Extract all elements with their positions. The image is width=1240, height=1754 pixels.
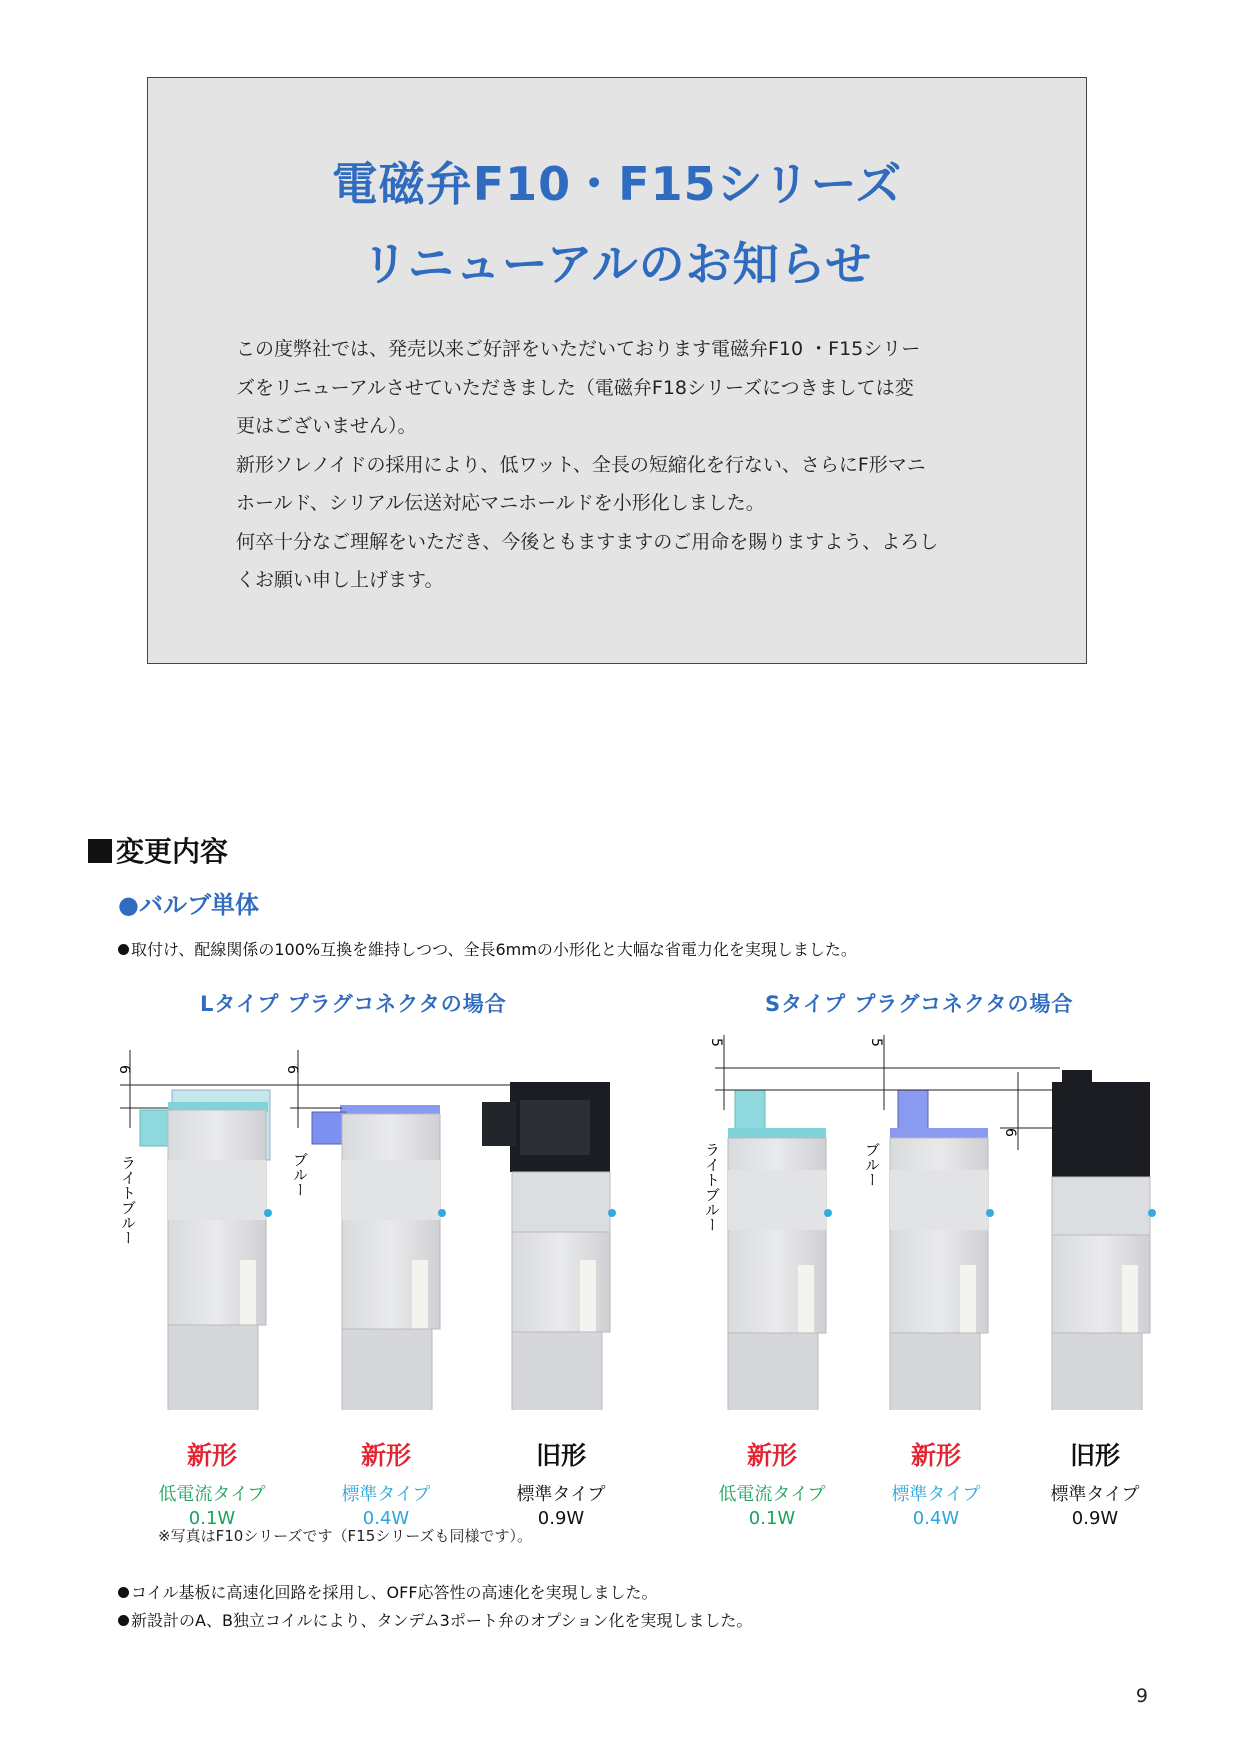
color-label-light-blue: ライトブルー xyxy=(703,1142,721,1232)
body-lower xyxy=(890,1333,980,1410)
bullet-text: 取付け、配線関係の100%互換を維持しつつ、全長6mmの小形化と大幅な省電力化を実現しました。 xyxy=(131,940,857,959)
product-status: 新形 xyxy=(186,1441,237,1470)
product-label xyxy=(1020,1436,1170,1529)
sub-heading: ●バルブ単体 xyxy=(118,891,259,919)
body-lower xyxy=(728,1333,818,1410)
body-upper xyxy=(890,1170,988,1230)
body-upper xyxy=(1052,1177,1150,1235)
s-type-caption: Sタイプ プラグコネクタの場合 xyxy=(765,992,1074,1016)
notice-body-line: くお願い申し上げます。 xyxy=(236,569,444,591)
color-label-light-blue: ライトブルー xyxy=(119,1155,137,1245)
section-heading-text: 変更内容 xyxy=(116,835,229,868)
body-upper xyxy=(728,1170,826,1230)
bullet-item xyxy=(118,1580,658,1603)
indicator-icon xyxy=(1148,1209,1156,1217)
product-watt: 0.9W xyxy=(537,1508,585,1529)
plug-blue xyxy=(898,1090,928,1132)
color-label-blue: ブルー xyxy=(291,1152,309,1197)
l-type-caption: Lタイプ プラグコネクタの場合 xyxy=(200,992,507,1016)
product-watt: 0.1W xyxy=(748,1508,796,1529)
connector-grid xyxy=(520,1100,590,1155)
product-status: 旧形 xyxy=(535,1441,586,1470)
valve-s-old-standard xyxy=(1052,1070,1156,1410)
notice-body-line: 何卒十分なご理解をいただき、今後ともますますのご用命を賜りますよう、よろし xyxy=(236,530,939,553)
product-type: 低電流タイプ xyxy=(718,1484,826,1505)
product-type: 標準タイプ xyxy=(891,1484,981,1505)
product-status: 新形 xyxy=(910,1441,961,1470)
product-label xyxy=(861,1436,1011,1529)
color-label-blue: ブルー xyxy=(863,1142,881,1187)
valve-l-new-low-current xyxy=(140,1090,272,1410)
product-label xyxy=(311,1436,461,1529)
product-label xyxy=(697,1436,847,1529)
bullet-dot-icon xyxy=(118,1615,129,1626)
product-type: 標準タイプ xyxy=(341,1484,431,1505)
notice-box xyxy=(147,77,1087,664)
valve-comparison-figure xyxy=(0,1030,1240,1410)
product-status: 新形 xyxy=(360,1441,411,1470)
bullet-item xyxy=(118,1608,752,1631)
dim-label: 6 xyxy=(116,1065,132,1074)
plug-blue xyxy=(312,1112,346,1144)
notice-title-line1: 電磁弁F10・F15シリーズ xyxy=(331,157,903,211)
body-upper xyxy=(342,1160,440,1220)
plug-light-blue xyxy=(735,1090,765,1132)
bullet-dot-icon xyxy=(118,1587,129,1598)
body-upper xyxy=(168,1160,266,1220)
notice-body-line: ホールド、シリアル伝送対応マニホールドを小形化しました。 xyxy=(236,492,765,514)
indicator-icon xyxy=(264,1209,272,1217)
notice-body xyxy=(236,330,1006,600)
dim-label: 5 xyxy=(708,1038,724,1047)
connector-black xyxy=(1052,1082,1150,1177)
product-status: 新形 xyxy=(746,1441,797,1470)
valve-s-new-standard xyxy=(890,1090,994,1410)
dim-label: 6 xyxy=(1002,1128,1018,1137)
body-lower xyxy=(512,1332,602,1410)
bullet-text: 新設計のA、B独立コイルにより、タンデム3ポート弁のオプション化を実現しました。 xyxy=(131,1611,753,1630)
notice-body-line: この度弊社では、発売以来ご好評をいただいております電磁弁F10 ・F15シリー xyxy=(236,338,921,360)
product-watt: 0.1W xyxy=(188,1508,236,1529)
notice-title-line2: リニューアルのお知らせ xyxy=(361,237,873,291)
dim-label: 5 xyxy=(868,1038,884,1047)
bullet-text: コイル基板に高速化回路を採用し、OFF応答性の高速化を実現しました。 xyxy=(131,1583,658,1602)
page-number: 9 xyxy=(1135,1685,1148,1707)
bullet-item xyxy=(118,937,857,960)
notice-body-line: 新形ソレノイドの採用により、低ワット、全長の短縮化を行ない、さらにF形マニ xyxy=(236,453,926,476)
product-type: 標準タイプ xyxy=(1050,1484,1140,1505)
indicator-icon xyxy=(986,1209,994,1217)
product-watt: 0.4W xyxy=(912,1508,960,1529)
product-status: 旧形 xyxy=(1069,1441,1120,1470)
product-label xyxy=(137,1436,287,1529)
bullet-dot-icon xyxy=(118,944,129,955)
valve-l-old-standard xyxy=(482,1082,616,1410)
product-type: 低電流タイプ xyxy=(158,1484,266,1505)
notice-body-line: 更はございません）。 xyxy=(236,415,417,437)
product-watt: 0.4W xyxy=(362,1508,410,1529)
body-lower xyxy=(168,1325,258,1410)
section-heading xyxy=(88,830,228,870)
body-upper xyxy=(512,1172,610,1232)
indicator-icon xyxy=(608,1209,616,1217)
dim-label: 6 xyxy=(284,1065,300,1074)
indicator-icon xyxy=(438,1209,446,1217)
body-lower xyxy=(1052,1333,1142,1410)
product-label xyxy=(486,1436,636,1529)
footnote: ※写真はF10シリーズです（F15シリーズも同様です）。 xyxy=(158,1527,533,1545)
valve-s-new-low-current xyxy=(728,1090,832,1410)
indicator-icon xyxy=(824,1209,832,1217)
notice-body-line: ズをリニューアルさせていただきました（電磁弁F18シリーズにつきましては変 xyxy=(236,376,914,399)
plug-black xyxy=(482,1102,516,1146)
product-watt: 0.9W xyxy=(1071,1508,1119,1529)
product-type: 標準タイプ xyxy=(516,1484,606,1505)
valve-l-new-standard xyxy=(312,1105,446,1410)
square-bullet-icon xyxy=(88,839,112,863)
body-lower xyxy=(342,1329,432,1410)
